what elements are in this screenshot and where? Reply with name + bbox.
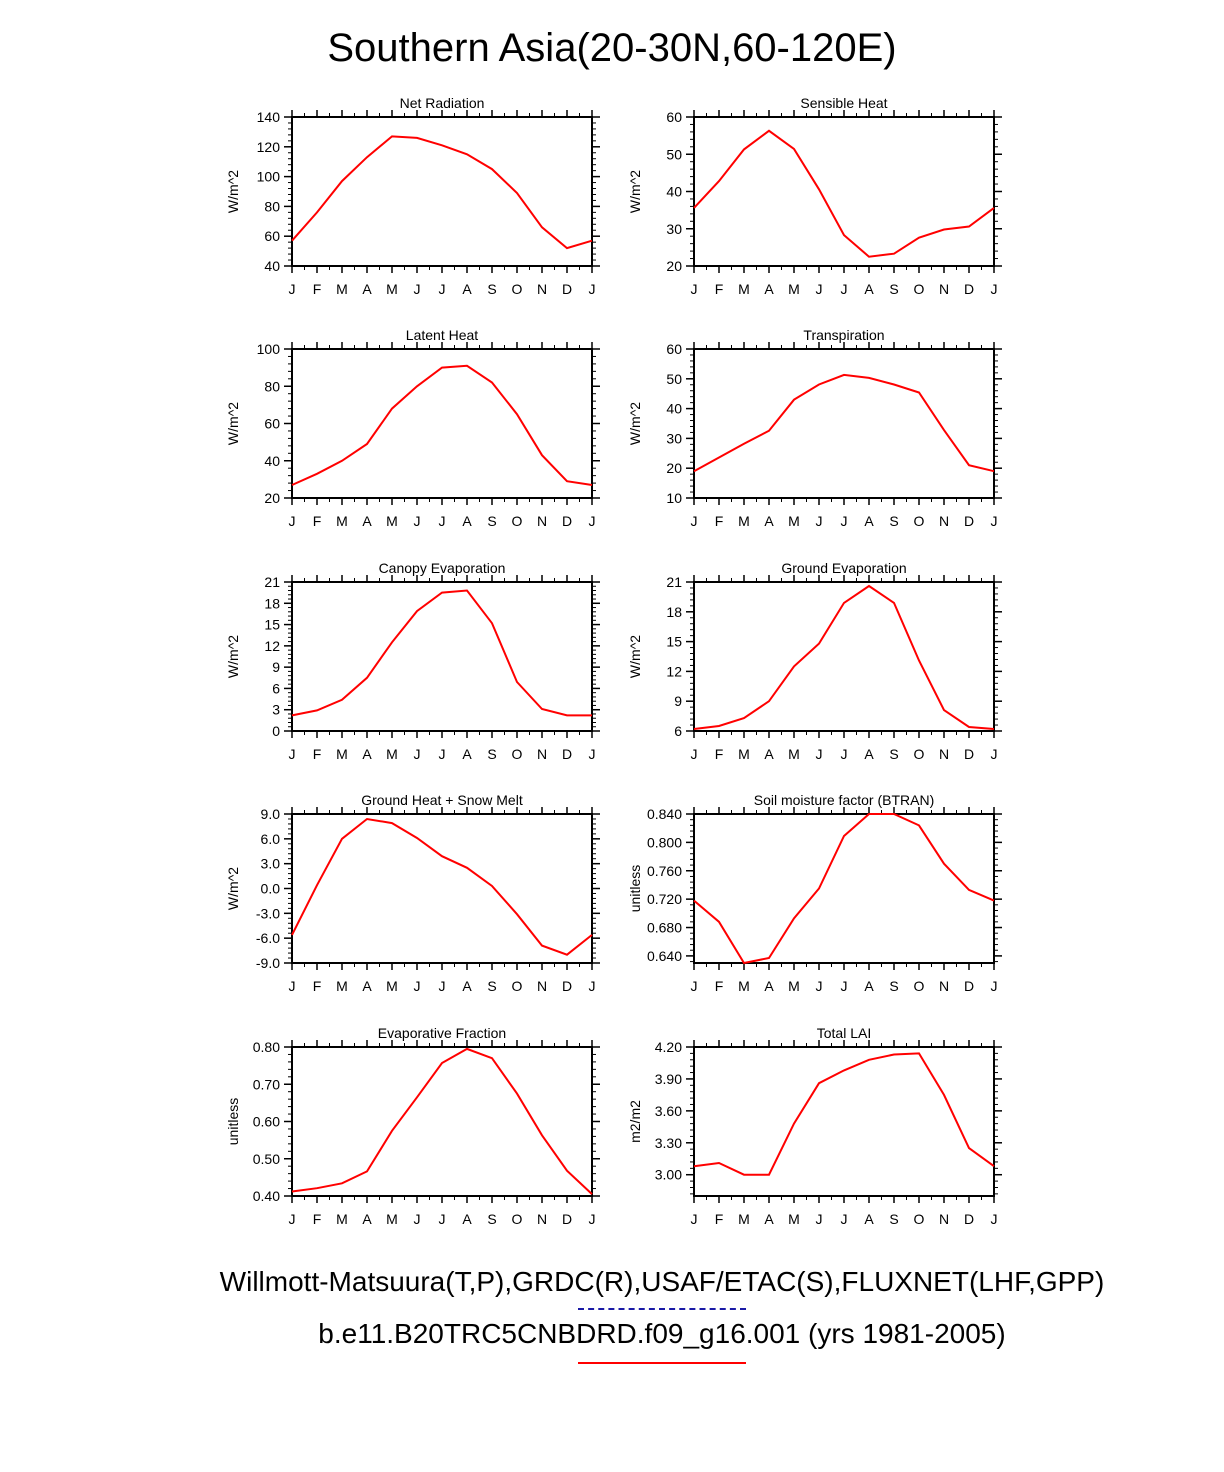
x-tick-label: S: [889, 746, 899, 762]
y-tick-label: 100: [256, 168, 280, 185]
x-tick-label: A: [864, 513, 874, 529]
y-axis-label: W/m^2: [627, 169, 643, 214]
series-line-model: [292, 136, 592, 248]
x-tick-label: A: [462, 1211, 472, 1227]
y-tick-label: 9.0: [260, 806, 280, 822]
x-tick-label: S: [889, 978, 899, 994]
plot-frame: [694, 349, 994, 498]
x-tick-label: J: [288, 281, 296, 297]
x-tick-label: J: [690, 978, 698, 994]
y-tick-label: 20: [666, 258, 682, 274]
x-tick-label: J: [438, 513, 446, 529]
y-tick-label: 140: [256, 109, 280, 125]
x-tick-label: J: [840, 281, 848, 297]
x-tick-label: F: [312, 513, 322, 529]
y-axis-label: W/m^2: [225, 169, 241, 214]
y-tick-label: 12: [264, 637, 280, 654]
series-line-model: [292, 591, 592, 716]
legend-model: b.e11.B20TRC5CNBDRD.f09_g16.001 (yrs 1981-2005): [318, 1318, 1006, 1349]
x-tick-label: N: [938, 746, 950, 762]
x-tick-label: M: [336, 978, 348, 994]
panel-10: [627, 1025, 1002, 1227]
x-tick-label: J: [690, 1211, 698, 1227]
x-tick-label: F: [714, 513, 724, 529]
series-line-model: [694, 586, 994, 729]
y-tick-label: -9.0: [255, 955, 280, 971]
y-tick-label: 0.60: [252, 1113, 280, 1130]
x-tick-label: J: [588, 746, 596, 762]
x-tick-label: J: [815, 746, 823, 762]
x-tick-label: A: [362, 746, 372, 762]
x-tick-label: A: [764, 513, 774, 529]
y-axis-label: unitless: [225, 1097, 241, 1146]
y-tick-label: 0.720: [646, 891, 682, 908]
x-tick-label: M: [336, 513, 348, 529]
x-tick-label: A: [764, 978, 774, 994]
y-tick-label: 21: [666, 574, 682, 590]
plot-frame: [694, 117, 994, 266]
x-tick-label: M: [386, 513, 398, 529]
legend-observations: Willmott-Matsuura(T,P),GRDC(R),USAF/ETAC(S),FLUXNET(LHF,GPP): [219, 1266, 1105, 1297]
y-tick-label: 0.800: [646, 834, 682, 851]
x-tick-label: M: [386, 746, 398, 762]
y-tick-label: 40: [666, 400, 682, 417]
y-tick-label: 18: [666, 603, 682, 620]
panel-title: Ground Evaporation: [781, 560, 907, 576]
x-tick-label: J: [990, 513, 998, 529]
x-tick-label: J: [588, 978, 596, 994]
panel-title: Latent Heat: [405, 327, 479, 343]
y-tick-label: 60: [264, 228, 280, 245]
y-tick-label: 18: [264, 595, 280, 612]
x-tick-label: N: [938, 1211, 950, 1227]
panel-title: Evaporative Fraction: [377, 1025, 507, 1041]
y-tick-label: 60: [264, 415, 280, 432]
x-tick-label: A: [764, 1211, 774, 1227]
y-tick-label: 9: [272, 659, 280, 676]
y-tick-label: 3.0: [260, 855, 280, 872]
y-tick-label: 0.840: [646, 806, 682, 822]
y-tick-label: -3.0: [255, 905, 280, 922]
x-tick-label: J: [815, 978, 823, 994]
x-tick-label: J: [438, 746, 446, 762]
series-line-model: [694, 1053, 994, 1174]
x-tick-label: J: [990, 1211, 998, 1227]
y-tick-label: -6.0: [255, 930, 280, 947]
x-tick-label: M: [386, 1211, 398, 1227]
x-tick-label: N: [536, 513, 548, 529]
y-tick-label: 0.40: [252, 1188, 280, 1204]
x-tick-label: A: [462, 978, 472, 994]
series-line-model: [694, 375, 994, 471]
x-tick-label: A: [864, 978, 874, 994]
x-tick-label: S: [487, 746, 497, 762]
y-tick-label: 0.640: [646, 947, 682, 964]
x-tick-label: M: [738, 281, 750, 297]
x-tick-label: J: [990, 978, 998, 994]
x-tick-label: J: [288, 513, 296, 529]
panel-title: Total LAI: [816, 1025, 872, 1041]
y-tick-label: 9: [674, 693, 682, 710]
x-tick-label: J: [438, 1211, 446, 1227]
y-tick-label: 20: [666, 460, 682, 477]
x-tick-label: M: [738, 746, 750, 762]
x-tick-label: O: [511, 978, 523, 994]
x-tick-label: N: [938, 281, 950, 297]
x-tick-label: J: [990, 281, 998, 297]
x-tick-label: D: [561, 978, 573, 994]
y-tick-label: 60: [666, 109, 682, 125]
y-tick-label: 0: [272, 723, 280, 739]
x-tick-label: F: [714, 978, 724, 994]
y-tick-label: 3.30: [654, 1134, 682, 1151]
x-tick-label: A: [362, 978, 372, 994]
x-tick-label: J: [413, 746, 421, 762]
x-tick-label: J: [288, 746, 296, 762]
y-tick-label: 0.80: [252, 1039, 280, 1055]
x-tick-label: F: [714, 281, 724, 297]
x-tick-label: M: [738, 1211, 750, 1227]
y-tick-label: 80: [264, 378, 280, 395]
x-tick-label: F: [714, 1211, 724, 1227]
series-line-model: [292, 1049, 592, 1194]
x-tick-label: N: [536, 1211, 548, 1227]
plot-frame: [292, 814, 592, 963]
y-tick-label: 50: [666, 146, 682, 163]
panel-4: [627, 327, 1002, 529]
y-tick-label: 0.50: [252, 1150, 280, 1167]
x-tick-label: M: [738, 513, 750, 529]
x-tick-label: J: [840, 746, 848, 762]
panel-7: [225, 792, 600, 994]
x-tick-label: M: [336, 1211, 348, 1227]
x-tick-label: A: [764, 281, 774, 297]
x-tick-label: S: [889, 281, 899, 297]
x-tick-label: D: [561, 513, 573, 529]
y-axis-label: W/m^2: [225, 401, 241, 446]
panel-9: [225, 1025, 600, 1227]
series-line-model: [292, 819, 592, 955]
y-tick-label: 50: [666, 370, 682, 387]
panel-3: [225, 327, 600, 529]
x-tick-label: J: [413, 1211, 421, 1227]
x-tick-label: D: [561, 281, 573, 297]
panel-5: [225, 560, 600, 762]
y-axis-label: W/m^2: [225, 866, 241, 911]
figure-title: Southern Asia(20-30N,60-120E): [327, 26, 897, 70]
panel-2: [627, 95, 1002, 297]
plot-frame: [292, 117, 592, 266]
panel-title: Sensible Heat: [800, 95, 888, 111]
y-axis-label: W/m^2: [627, 634, 643, 679]
x-tick-label: N: [536, 746, 548, 762]
x-tick-label: J: [690, 746, 698, 762]
plot-frame: [292, 582, 592, 731]
y-tick-label: 80: [264, 198, 280, 215]
x-tick-label: N: [536, 281, 548, 297]
plot-frame: [292, 349, 592, 498]
x-tick-label: J: [288, 978, 296, 994]
x-tick-label: D: [561, 746, 573, 762]
y-tick-label: 6: [674, 723, 682, 739]
x-tick-label: J: [438, 281, 446, 297]
y-tick-label: 12: [666, 663, 682, 680]
x-tick-label: M: [788, 281, 800, 297]
y-tick-label: 21: [264, 574, 280, 590]
x-tick-label: O: [913, 978, 925, 994]
x-tick-label: F: [312, 1211, 322, 1227]
x-tick-label: J: [690, 513, 698, 529]
x-tick-label: M: [386, 978, 398, 994]
x-tick-label: J: [588, 1211, 596, 1227]
x-tick-label: O: [913, 1211, 925, 1227]
legend-model-swatch: [578, 1362, 746, 1364]
x-tick-label: F: [714, 746, 724, 762]
panel-title: Net Radiation: [399, 95, 485, 111]
x-tick-label: D: [963, 513, 975, 529]
x-tick-label: M: [386, 281, 398, 297]
y-tick-label: 0.70: [252, 1076, 280, 1093]
x-tick-label: D: [561, 1211, 573, 1227]
x-tick-label: F: [312, 281, 322, 297]
y-tick-label: 20: [264, 490, 280, 506]
y-axis-label: W/m^2: [627, 401, 643, 446]
x-tick-label: D: [963, 281, 975, 297]
panel-title: Soil moisture factor (BTRAN): [753, 792, 935, 808]
y-tick-label: 0.0: [260, 880, 280, 897]
x-tick-label: J: [438, 978, 446, 994]
y-tick-label: 3.60: [654, 1102, 682, 1119]
y-tick-label: 6.0: [260, 830, 280, 847]
x-tick-label: M: [788, 746, 800, 762]
x-tick-label: M: [336, 746, 348, 762]
panel-6: [627, 560, 1002, 762]
y-axis-label: W/m^2: [225, 634, 241, 679]
panel-1: [225, 95, 600, 297]
y-tick-label: 120: [256, 138, 280, 155]
y-tick-label: 60: [666, 341, 682, 357]
x-tick-label: S: [889, 513, 899, 529]
x-tick-label: F: [312, 978, 322, 994]
y-tick-label: 0.760: [646, 862, 682, 879]
y-tick-label: 6: [272, 680, 280, 697]
series-line-model: [694, 131, 994, 257]
x-tick-label: J: [588, 513, 596, 529]
x-tick-label: J: [990, 746, 998, 762]
x-tick-label: J: [288, 1211, 296, 1227]
y-tick-label: 40: [264, 452, 280, 469]
x-tick-label: A: [864, 1211, 874, 1227]
x-tick-label: M: [788, 978, 800, 994]
y-tick-label: 10: [666, 490, 682, 506]
y-tick-label: 30: [666, 220, 682, 237]
panel-8: [627, 792, 1002, 994]
y-tick-label: 3: [272, 701, 280, 718]
x-tick-label: F: [312, 746, 322, 762]
series-line-model: [292, 366, 592, 485]
x-tick-label: D: [963, 1211, 975, 1227]
y-tick-label: 3.00: [654, 1166, 682, 1183]
x-tick-label: S: [487, 1211, 497, 1227]
y-tick-label: 15: [666, 633, 682, 650]
series-line-model: [694, 814, 994, 963]
x-tick-label: O: [511, 746, 523, 762]
x-tick-label: J: [840, 513, 848, 529]
x-tick-label: O: [511, 513, 523, 529]
x-tick-label: N: [938, 978, 950, 994]
x-tick-label: A: [864, 746, 874, 762]
x-tick-label: A: [362, 513, 372, 529]
x-tick-label: N: [536, 978, 548, 994]
x-tick-label: J: [815, 513, 823, 529]
x-tick-label: O: [913, 281, 925, 297]
x-tick-label: O: [913, 746, 925, 762]
x-tick-label: S: [487, 281, 497, 297]
y-tick-label: 3.90: [654, 1070, 682, 1087]
x-tick-label: A: [764, 746, 774, 762]
plot-frame: [292, 1047, 592, 1196]
panel-title: Canopy Evaporation: [378, 560, 506, 576]
y-tick-label: 40: [264, 258, 280, 274]
x-tick-label: M: [788, 1211, 800, 1227]
x-tick-label: A: [462, 513, 472, 529]
x-tick-label: J: [815, 281, 823, 297]
x-tick-label: J: [840, 1211, 848, 1227]
x-tick-label: O: [511, 281, 523, 297]
x-tick-label: O: [913, 513, 925, 529]
x-tick-label: J: [413, 281, 421, 297]
x-tick-label: A: [462, 746, 472, 762]
x-tick-label: A: [362, 1211, 372, 1227]
y-tick-label: 15: [264, 616, 280, 633]
y-tick-label: 100: [256, 341, 280, 357]
y-tick-label: 0.680: [646, 919, 682, 936]
x-tick-label: A: [362, 281, 372, 297]
x-tick-label: M: [738, 978, 750, 994]
x-tick-label: J: [413, 978, 421, 994]
x-tick-label: A: [864, 281, 874, 297]
panel-title: Transpiration: [803, 327, 885, 343]
y-tick-label: 4.20: [654, 1039, 682, 1055]
x-tick-label: S: [487, 978, 497, 994]
x-tick-label: M: [336, 281, 348, 297]
x-tick-label: O: [511, 1211, 523, 1227]
x-tick-label: J: [413, 513, 421, 529]
x-tick-label: J: [588, 281, 596, 297]
x-tick-label: J: [840, 978, 848, 994]
x-tick-label: M: [788, 513, 800, 529]
y-tick-label: 30: [666, 430, 682, 447]
x-tick-label: N: [938, 513, 950, 529]
x-tick-label: A: [462, 281, 472, 297]
x-tick-label: S: [487, 513, 497, 529]
y-axis-label: unitless: [627, 864, 643, 913]
x-tick-label: D: [963, 746, 975, 762]
x-tick-label: J: [815, 1211, 823, 1227]
x-tick-label: S: [889, 1211, 899, 1227]
panel-title: Ground Heat + Snow Melt: [361, 792, 523, 808]
x-tick-label: D: [963, 978, 975, 994]
y-axis-label: m2/m2: [627, 1100, 643, 1143]
x-tick-label: J: [690, 281, 698, 297]
legend-observations-swatch: [578, 1308, 746, 1310]
y-tick-label: 40: [666, 183, 682, 200]
